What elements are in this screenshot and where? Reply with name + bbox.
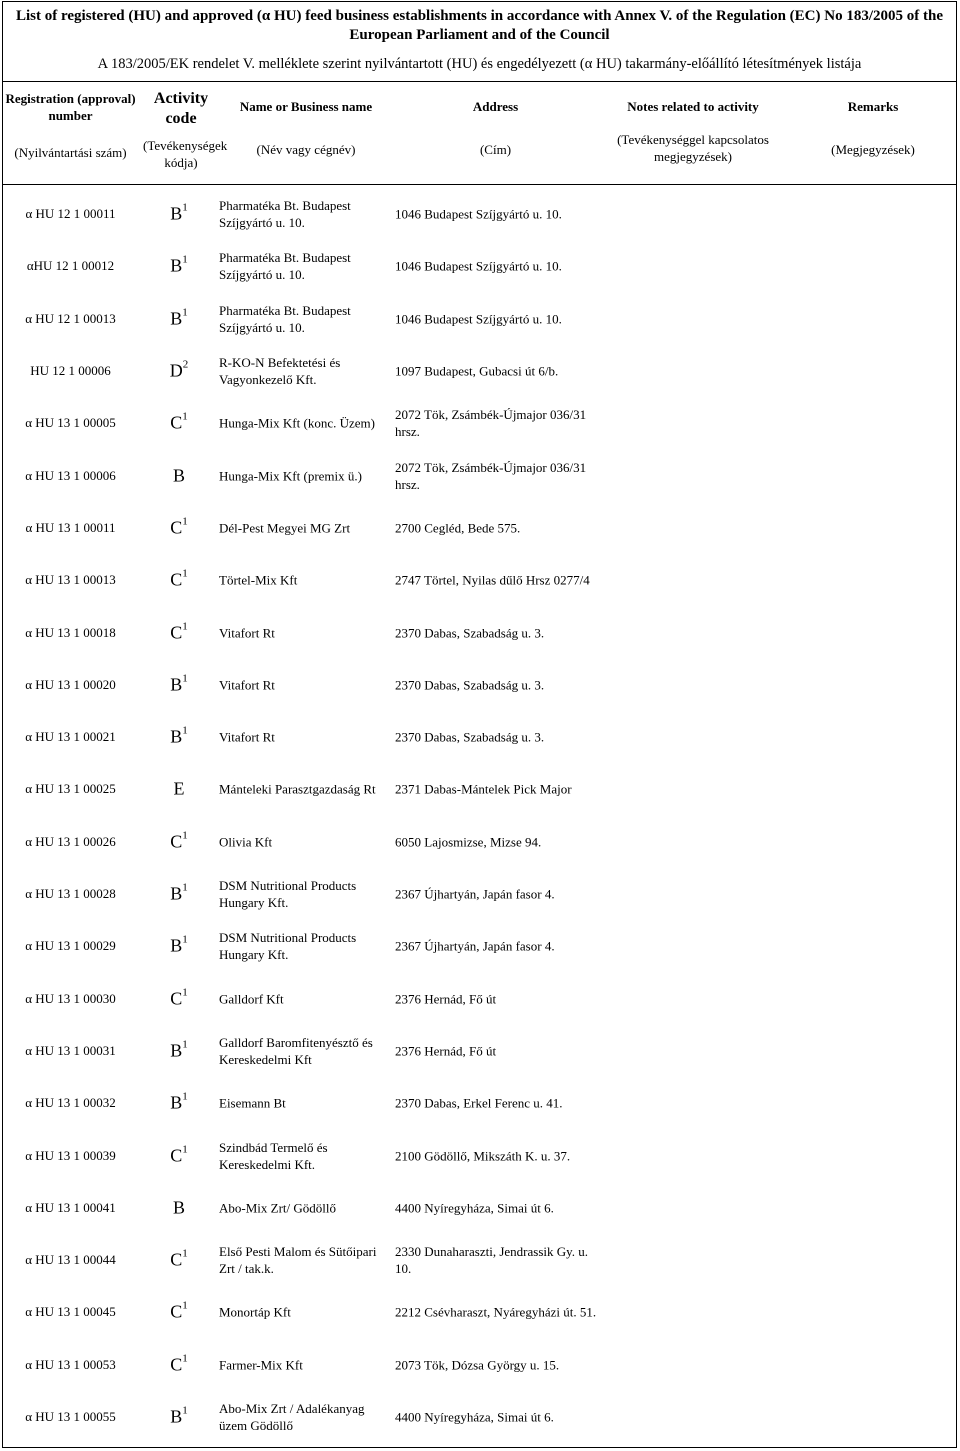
activity-superscript: 1 [182,1352,188,1365]
activity-letter: C [170,988,183,1009]
activity-letter: B [170,726,183,747]
title-hungarian: A 183/2005/EK rendelet V. melléklete szerint nyilvántartott (HU) és engedélyezett (α HU) takarmány-előállító létesítmények listája [97,56,862,72]
document-page [2,1,957,1448]
activity-superscript: 1 [182,1090,188,1103]
business-name: Hunga-Mix Kft (premix ü.) [219,468,362,484]
registration-number: α HU 13 1 00018 [25,624,116,640]
table-row [3,1025,956,1077]
registration-number: α HU 13 1 00020 [25,676,116,692]
table-row [3,973,956,1025]
activity-code [139,622,219,643]
business-name: Abo-Mix Zrt/ Gödöllő [219,1200,336,1216]
activity-superscript: 2 [182,358,189,371]
activity-code [139,1090,219,1114]
activity-superscript: 1 [182,567,188,580]
activity-superscript: 1 [182,410,188,423]
activity-letter: C [170,1301,183,1322]
activity-letter: C [170,1354,183,1375]
header-remarks: Remarks (Megjegyzések) [831,99,915,157]
business-name: Olivia Kft [219,834,273,850]
activity-superscript: 1 [182,1404,188,1417]
activity-letter: B [172,465,185,486]
registration-number: α HU 13 1 00041 [25,1199,116,1215]
header-address: Address (Cím) [472,99,519,157]
table-row [3,1129,956,1181]
activity-code [139,410,219,434]
business-name: Első Pesti Malom és Sütőipari Zrt / tak.k. [219,1244,377,1277]
activity-code [139,724,219,748]
business-name: Törtel-Mix Kft [219,572,298,588]
activity-superscript: 1 [182,1247,188,1260]
registration-number: αHU 12 1 00012 [26,258,115,274]
activity-code [139,201,219,225]
activity-superscript: 1 [182,1299,188,1312]
activity-superscript: 1 [182,933,188,946]
address: 2370 Dabas, Szabadság u. 3. [395,625,545,641]
activity-letter: B [170,308,183,329]
registration-number: α HU 13 1 00032 [25,1095,116,1111]
registration-number: α HU 13 1 00021 [25,729,116,745]
business-name: Monortáp Kft [219,1304,291,1320]
activity-letter: C [170,1145,183,1166]
activity-superscript: 1 [182,515,188,528]
table-row [3,868,956,920]
activity-superscript: 1 [182,986,188,999]
activity-code [139,933,219,957]
activity-letter: B [170,674,183,695]
address: 2072 Tök, Zsámbék-Újmajor 036/31 hrsz. [395,407,587,440]
registration-number: HU 12 1 00006 [30,363,111,379]
address: 2376 Hernád, Fő út [395,1043,497,1059]
activity-code [139,1247,219,1271]
address: 2700 Cegléd, Bede 575. [395,520,521,536]
address: 2212 Csévharaszt, Nyáregyházi út. 51. [395,1304,597,1320]
activity-superscript: 1 [182,201,188,214]
table-row [3,345,956,397]
address: 2100 Gödöllő, Mikszáth K. u. 37. [395,1148,571,1164]
business-name: DSM Nutritional Products Hungary Kft. [219,878,357,911]
activity-superscript: 1 [182,1143,188,1156]
business-name: Vitafort Rt [219,677,275,693]
header-registration: Registration (approval) number (Nyilvántartási szám) [5,91,136,160]
activity-code [139,779,219,800]
business-name: Farmer-Mix Kft [219,1357,303,1373]
address: 2072 Tök, Zsámbék-Újmajor 036/31 hrsz. [395,459,587,492]
registration-number: α HU 13 1 00031 [25,1042,116,1058]
activity-code [139,1299,219,1323]
address: 2367 Újhartyán, Japán fasor 4. [395,938,555,954]
table-row [3,711,956,763]
table-row [3,450,956,502]
registration-number: α HU 13 1 00055 [25,1409,116,1425]
address: 2747 Törtel, Nyilas dűlő Hrsz 0277/4 [395,572,590,588]
business-name: R-KO-N Befektetési és Vagyonkezelő Kft. [219,355,341,388]
business-name: Vitafort Rt [219,625,275,641]
activity-code [139,1354,219,1375]
table-row [3,554,956,606]
header-notes: Notes related to activity (Tevékenységgel kapcsolatos megjegyzések) [617,99,769,164]
table-row [3,1391,956,1443]
activity-superscript: 1 [182,881,188,894]
address: 4400 Nyíregyháza, Simai út 6. [395,1409,554,1425]
table-row [3,920,956,972]
address: 6050 Lajosmizse, Mizse 94. [395,834,542,850]
business-name: Pharmatéka Bt. Budapest Szíjgyártó u. 10. [219,302,351,335]
table-row [3,763,956,815]
activity-code [139,988,219,1009]
activity-code [139,674,219,695]
registration-number: α HU 13 1 00006 [25,467,116,483]
activity-code [139,567,219,591]
activity-letter: B [170,255,183,276]
activity-code [139,1404,219,1428]
table-row [3,188,956,240]
table-row [3,1339,956,1391]
activity-code [139,465,219,486]
business-name: Galldorf Kft [219,991,284,1007]
address: 4400 Nyíregyháza, Simai út 6. [395,1200,554,1216]
address: 2073 Tök, Dózsa György u. 15. [395,1357,560,1373]
table-row [3,816,956,868]
registration-number: α HU 12 1 00011 [25,206,116,222]
activity-letter: B [172,1197,185,1218]
registration-number: α HU 13 1 00045 [25,1304,116,1320]
business-name: Vitafort Rt [219,729,275,745]
registration-number: α HU 13 1 00030 [25,990,116,1006]
activity-superscript: 1 [182,253,188,266]
registration-number: α HU 13 1 00044 [25,1252,116,1268]
activity-letter: C [170,622,183,643]
table-row [3,293,956,345]
title-block [3,2,956,82]
registration-number: α HU 13 1 00029 [25,938,116,954]
address: 2376 Hernád, Fő út [395,991,497,1007]
address: 1046 Budapest Szíjgyártó u. 10. [395,311,562,327]
activity-letter: B [170,935,183,956]
activity-superscript: 1 [182,306,188,319]
activity-letter: B [170,1092,183,1113]
business-name: Pharmatéka Bt. Budapest Szíjgyártó u. 10. [219,198,351,231]
activity-letter: B [170,1040,183,1061]
address: 2371 Dabas-Mántelek Pick Major [395,781,572,797]
business-name: Galldorf Baromfitenyésztő és Kereskedelmi Kft [219,1034,373,1067]
title-english: List of registered (HU) and approved (α HU) feed business establishments in accordance with Annex V. of the Regulation (EC) No 183/2005 of the European Parliament and of the Council [16,8,943,43]
table-row [3,606,956,658]
business-name: Mánteleki Parasztgazdaság Rt [219,781,376,797]
activity-superscript: 1 [182,724,188,737]
business-name: Pharmatéka Bt. Budapest Szíjgyártó u. 10. [219,250,351,283]
registration-number: α HU 13 1 00025 [25,781,116,797]
activity-superscript: 1 [182,672,188,685]
activity-superscript: 1 [182,829,188,842]
registration-number: α HU 13 1 00005 [25,415,116,431]
activity-letter: B [170,1406,183,1427]
table-header [3,82,956,185]
business-name: Szindbád Termelő és Kereskedelmi Kft. [219,1139,328,1172]
activity-code [139,358,219,382]
registration-number: α HU 13 1 00011 [25,519,116,535]
registration-number: α HU 13 1 00039 [25,1147,116,1163]
header-activity-code: Activity code (Tevékenységek kódja) [143,90,228,170]
registration-number: α HU 13 1 00028 [25,886,116,902]
table-row [3,1182,956,1234]
address: 2367 Újhartyán, Japán fasor 4. [395,886,555,902]
activity-code [139,1145,219,1166]
activity-code [139,881,219,905]
business-name: Eisemann Bt [219,1095,286,1111]
activity-letter: B [170,883,183,904]
business-name: DSM Nutritional Products Hungary Kft. [219,930,357,963]
activity-code [139,253,219,277]
address: 1046 Budapest Szíjgyártó u. 10. [395,258,562,274]
activity-code [139,1040,219,1061]
activity-letter: C [170,1249,183,1270]
activity-code [139,1197,219,1218]
business-name: Hunga-Mix Kft (konc. Üzem) [219,415,375,431]
table-row [3,659,956,711]
activity-superscript: 1 [182,620,188,633]
activity-letter: C [170,569,183,590]
table-row [3,1286,956,1338]
business-name: Abo-Mix Zrt / Adalékanyag üzem Gödöllő [219,1401,365,1434]
activity-superscript: 1 [182,1038,188,1051]
address: 1097 Budapest, Gubacsi út 6/b. [395,363,559,379]
activity-letter: E [173,778,185,799]
registration-number: α HU 13 1 00013 [25,572,116,588]
table-row [3,240,956,292]
table-row [3,1077,956,1129]
registration-number: α HU 13 1 00053 [25,1356,116,1372]
registration-number: α HU 13 1 00026 [25,833,116,849]
table-row [3,1234,956,1286]
address: 2370 Dabas, Szabadság u. 3. [395,729,545,745]
activity-letter: D [169,360,183,381]
business-name: Dél-Pest Megyei MG Zrt [219,520,351,536]
activity-code [139,308,219,329]
address: 2370 Dabas, Erkel Ferenc u. 41. [395,1095,563,1111]
registration-number: α HU 12 1 00013 [25,310,116,326]
activity-letter: B [170,203,183,224]
activity-code [139,831,219,852]
activity-letter: C [170,412,183,433]
activity-letter: C [170,831,183,852]
header-name: Name or Business name (Név vagy cégnév) [239,99,373,157]
table-row [3,397,956,449]
address: 1046 Budapest Szíjgyártó u. 10. [395,206,562,222]
activity-letter: C [170,517,183,538]
activity-code [139,517,219,538]
address: 2370 Dabas, Szabadság u. 3. [395,677,545,693]
address: 2330 Dunaharaszti, Jendrassik Gy. u. 10. [395,1244,589,1277]
table-row [3,502,956,554]
